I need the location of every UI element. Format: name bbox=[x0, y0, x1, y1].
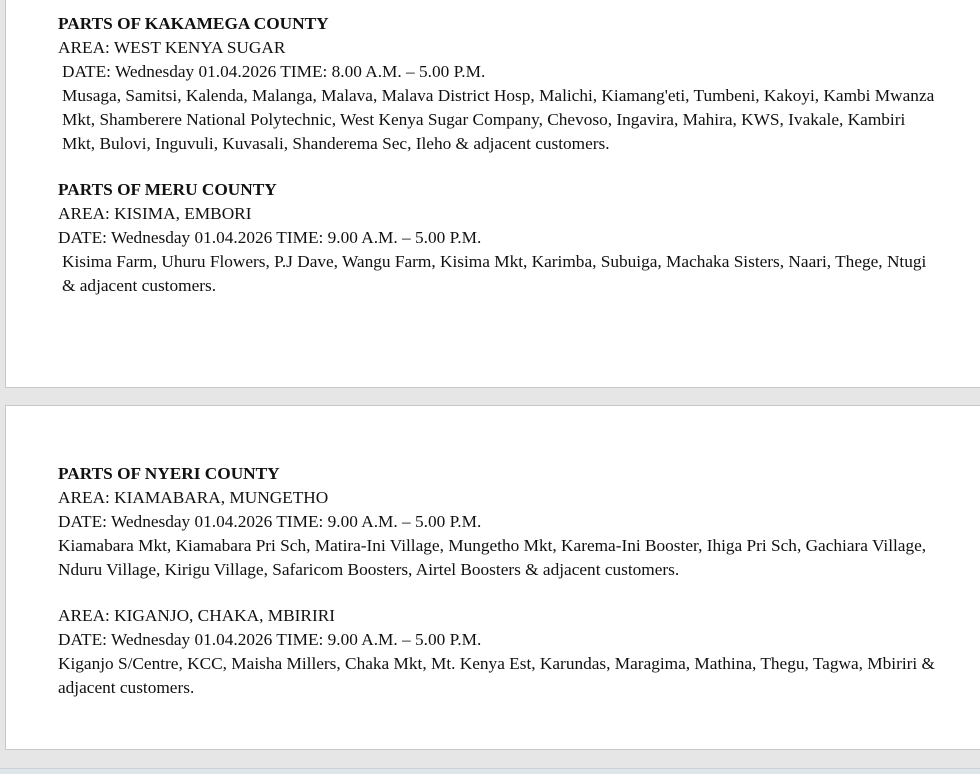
date-time-line: DATE: Wednesday 01.04.2026 TIME: 9.00 A.M. – 5.00 P.M. bbox=[58, 228, 482, 247]
area-line: AREA: WEST KENYA SUGAR bbox=[58, 38, 286, 57]
county-heading: PARTS OF MERU COUNTY bbox=[58, 180, 277, 199]
county-heading: PARTS OF KAKAMEGA COUNTY bbox=[58, 14, 329, 33]
area-line: AREA: KIAMABARA, MUNGETHO bbox=[58, 488, 329, 507]
status-strip bbox=[0, 768, 980, 774]
affected-locations: Kiganjo S/Centre, KCC, Maisha Millers, Chaka Mkt, Mt. Kenya Est, Karundas, Maragima, Mathina, Thegu, Tagwa, Mbiriri & adjacent customers. bbox=[58, 654, 935, 697]
affected-locations: Musaga, Samitsi, Kalenda, Malanga, Malava, Malava District Hosp, Malichi, Kiamang'eti, Tumbeni, Kakoyi, Kambi Mwanza Mkt, Shamberere National Polytechnic, West Kenya Sugar Company, Chevoso, Ingavira, Mahira, KWS, Ivakale, Kambiri Mkt, Bulovi, Inguvuli, Kuvasali, Shanderema Sec, Ileho & adjacent customers. bbox=[62, 86, 935, 153]
date-time-line: DATE: Wednesday 01.04.2026 TIME: 8.00 A.M. – 5.00 P.M. bbox=[62, 62, 486, 81]
affected-locations: Kiamabara Mkt, Kiamabara Pri Sch, Matira-Ini Village, Mungetho Mkt, Karema-Ini Booster, Ihiga Pri Sch, Gachiara Village, Nduru Village, Kirigu Village, Safaricom Boosters, Airtel Boosters & adjacent customers. bbox=[58, 536, 927, 579]
area-line: AREA: KISIMA, EMBORI bbox=[58, 204, 252, 223]
outage-section-kiganjo bbox=[58, 604, 938, 700]
affected-locations: Kisima Farm, Uhuru Flowers, P.J Dave, Wangu Farm, Kisima Mkt, Karimba, Subuiga, Machaka Sisters, Naari, Thege, Ntugi & adjacent customers. bbox=[62, 252, 927, 295]
date-time-line: DATE: Wednesday 01.04.2026 TIME: 9.00 A.M. – 5.00 P.M. bbox=[58, 630, 482, 649]
county-heading: PARTS OF NYERI COUNTY bbox=[58, 464, 280, 483]
date-time-line: DATE: Wednesday 01.04.2026 TIME: 9.00 A.M. – 5.00 P.M. bbox=[58, 512, 482, 531]
outage-section-nyeri bbox=[58, 462, 938, 582]
outage-section-meru bbox=[58, 178, 938, 298]
area-line: AREA: KIGANJO, CHAKA, MBIRIRI bbox=[58, 606, 335, 625]
outage-section-kakamega bbox=[58, 12, 938, 156]
